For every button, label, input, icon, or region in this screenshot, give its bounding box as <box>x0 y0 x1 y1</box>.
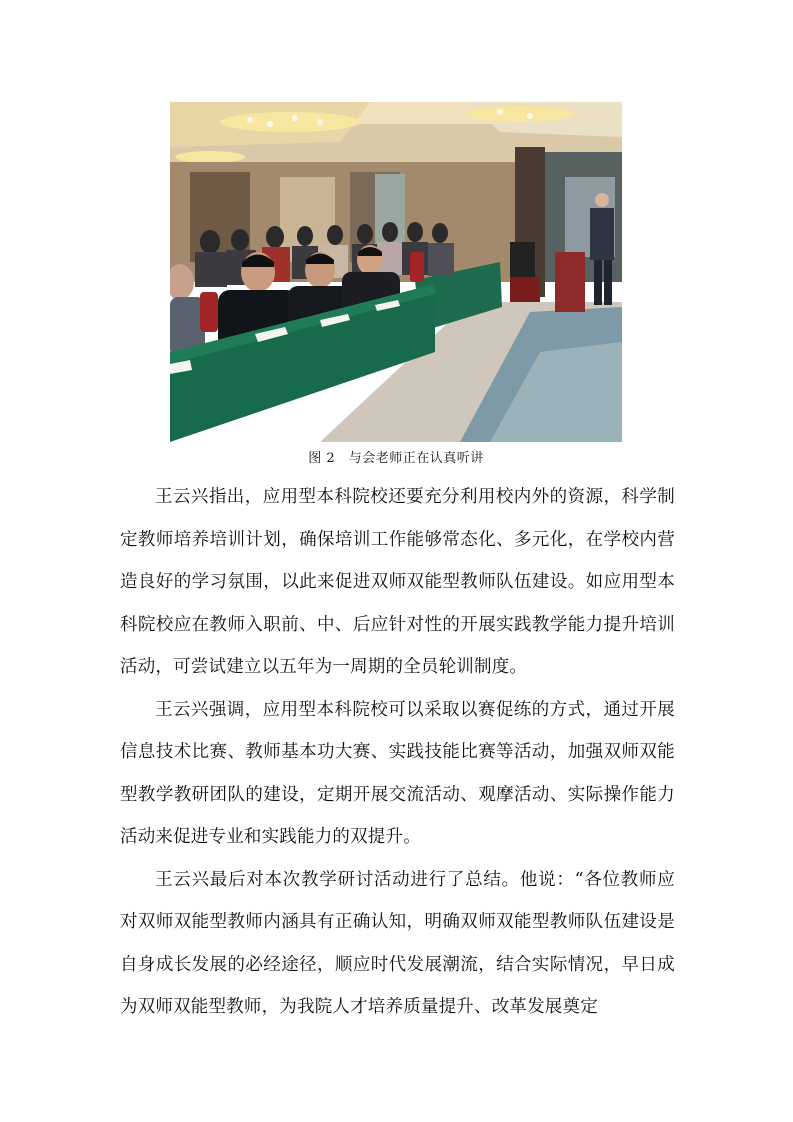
paragraph-3: 王云兴最后对本次教学研讨活动进行了总结。他说：“各位教师应对双师双能型教师内涵具有正确认知，明确双师双能型教师队伍建设是自身成长发展的必经途径，顺应时代发展潮流，结合实际情况，早日成为双师双能型教师，为我院人才培养质量提升、改革发展奠定 <box>120 869 675 1017</box>
paragraph-1: 王云兴指出，应用型本科院校还要充分利用校内外的资源，科学制定教师培养培训计划，确保培训工作能够常态化、多元化，在学校内营造良好的学习氛围，以此来促进双师双能型教师队伍建设。如应用型本科院校应在教师入职前、中、后应针对性的开展实践教学能力提升培训活动，可尝试建立以五年为一周期的全员轮训制度。 <box>120 487 675 677</box>
figure-caption: 图 2 与会老师正在认真听讲 <box>308 451 484 466</box>
meeting-photo-illustration <box>170 102 622 442</box>
meeting-photo <box>170 102 622 442</box>
paragraph-2: 王云兴强调，应用型本科院校可以采取以赛促练的方式，通过开展信息技术比赛、教师基本功大赛、实践技能比赛等活动，加强双师双能型教学教研团队的建设，定期开展交流活动、观摩活动、实际操作能力活动来促进专业和实践能力的双提升。 <box>120 699 675 847</box>
article-body <box>120 476 675 1029</box>
